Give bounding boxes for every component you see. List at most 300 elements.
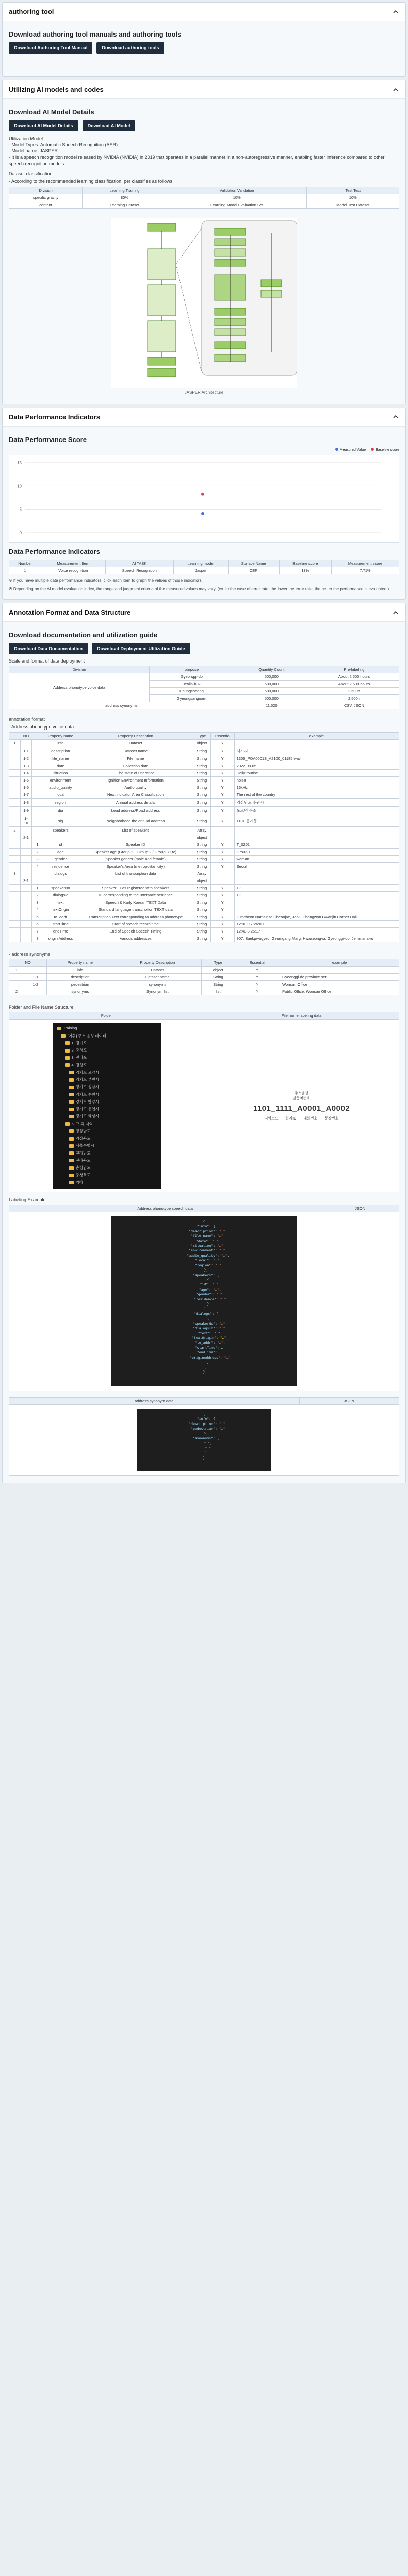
table-cell — [21, 899, 32, 906]
table-cell: Next indicator Area Classification — [78, 791, 193, 799]
table-cell: Gyeonggi-do — [150, 673, 234, 681]
table-row — [9, 892, 399, 899]
table-cell: synonyms — [113, 981, 202, 988]
table-cell: 500,000 — [234, 695, 309, 702]
table-cell: String — [202, 981, 235, 988]
table-cell: info — [47, 967, 113, 974]
table-cell: woman — [234, 856, 399, 863]
table-cell: About 2,500 hours — [309, 673, 399, 681]
table-cell: Seoul — [234, 863, 399, 870]
table-cell: speakers — [43, 827, 78, 834]
ai-models-panel — [2, 80, 406, 404]
performance-panel — [2, 408, 406, 600]
table-cell: Group 1 — [234, 849, 399, 856]
table-cell: 4 — [32, 863, 43, 870]
annotation-header[interactable] — [3, 603, 405, 622]
table-cell: Collection date — [78, 762, 193, 770]
filename-part: 대화번호 — [303, 1116, 318, 1121]
labeling-table — [9, 1205, 399, 1391]
table-cell: 10% — [307, 194, 399, 201]
table-cell: Public Office, Wonsan Office — [280, 988, 399, 995]
authoring-tool-header[interactable] — [3, 3, 405, 21]
score-heading: Data Performance Score — [9, 435, 87, 444]
table-cell — [78, 834, 193, 841]
download-guide-button[interactable]: Download Deployment Utilization Guide — [92, 643, 190, 654]
table-header: Property name — [47, 959, 113, 967]
table-cell: 1101 동계동 — [234, 815, 399, 827]
synonym-labeling-table — [9, 1397, 399, 1476]
tree-item[interactable] — [57, 1128, 157, 1135]
table-header: Measurement score — [331, 560, 399, 567]
tree-item[interactable] — [57, 1179, 157, 1187]
table-header: address synonym data — [9, 1397, 300, 1404]
download-documentation-button[interactable]: Download Data Documentation — [9, 643, 88, 654]
folder-icon — [69, 1159, 74, 1162]
table-cell — [43, 834, 78, 841]
tree-label: Training — [63, 1026, 77, 1031]
table-cell: Gyeongsangnam — [150, 695, 234, 702]
table-cell: 2 — [9, 827, 21, 834]
table-cell — [9, 777, 21, 784]
table-cell: 1-9 — [21, 807, 32, 815]
table-cell: object — [193, 740, 210, 747]
tree-item[interactable] — [57, 1040, 157, 1047]
table-header: Division — [9, 187, 83, 194]
tree-label: 기타 — [75, 1180, 83, 1185]
folder-icon — [69, 1093, 74, 1096]
tree-item[interactable] — [57, 1062, 157, 1069]
folder-icon — [65, 1049, 70, 1053]
table-cell: Y — [235, 981, 280, 988]
folder-icon — [65, 1041, 70, 1045]
table-cell: Speech Recognition — [105, 567, 173, 574]
table-cell: Y — [235, 967, 280, 974]
format-label: annotation format — [9, 717, 45, 722]
table-row — [9, 755, 399, 762]
table-cell: String — [193, 815, 210, 827]
filename-top: 주소음성 말뭉치번호 — [292, 1091, 311, 1100]
tree-item[interactable] — [57, 1025, 157, 1032]
chevron-up-icon[interactable] — [392, 8, 399, 15]
table-cell: String — [193, 762, 210, 770]
table-row — [9, 885, 399, 892]
folder-icon — [69, 1086, 74, 1089]
table-row — [9, 194, 399, 201]
table-cell — [32, 834, 43, 841]
table-cell — [9, 849, 21, 856]
table-header: File name labeling data — [204, 1012, 399, 1020]
tree-label: 전라북도 — [75, 1158, 91, 1163]
table-header: purpose — [150, 666, 234, 673]
tree-item[interactable] — [57, 1135, 157, 1142]
table-cell: 7 — [32, 928, 43, 935]
table-cell: 3 — [9, 870, 21, 877]
table-cell — [234, 906, 399, 913]
tree-item[interactable] — [57, 1032, 157, 1040]
table-cell — [9, 899, 21, 906]
table-row — [9, 906, 399, 913]
table-cell: 3 — [32, 856, 43, 863]
tree-label: 충청남도 — [75, 1165, 91, 1171]
tree-label: 경기도 고양시 — [75, 1070, 100, 1075]
table-cell: 1306_POA0001S_A2100_01185.wav — [234, 755, 399, 762]
table-cell — [32, 747, 43, 755]
table-cell: 500,000 — [234, 673, 309, 681]
tree-item[interactable] — [57, 1172, 157, 1179]
table-header: Measurement Item — [41, 560, 105, 567]
y-tick-label: 5 — [19, 507, 22, 512]
table-header: NO — [9, 959, 47, 967]
table-row — [9, 899, 399, 906]
table-cell: Y — [210, 935, 234, 942]
table-cell — [9, 815, 21, 827]
folder-icon — [65, 1063, 70, 1067]
table-cell — [9, 892, 21, 899]
table-cell: String — [193, 791, 210, 799]
table-cell: Learning Model Evaluation Set — [167, 201, 307, 208]
y-tick-label: 15 — [17, 460, 22, 465]
folder-icon — [69, 1108, 74, 1111]
table-cell — [32, 791, 43, 799]
table-row — [9, 777, 399, 784]
table-row — [9, 815, 399, 827]
tree-label: 4. 경상도 — [71, 1062, 87, 1067]
table-cell: 1-1 — [21, 747, 32, 755]
table-header: Pre-labeling — [309, 666, 399, 673]
table-cell — [21, 921, 32, 928]
table-cell: object — [202, 967, 235, 974]
table-cell — [32, 827, 43, 834]
tree-item[interactable] — [57, 1121, 157, 1128]
table-cell — [32, 777, 43, 784]
table-cell: 500,000 — [234, 688, 309, 695]
annotation-heading: Download documentation and utilization guide — [9, 631, 158, 639]
dataset-note: Dataset classification — [9, 171, 53, 176]
table-cell: Y — [210, 921, 234, 928]
table-cell: description — [43, 747, 78, 755]
table-cell: list — [202, 988, 235, 995]
table-cell: 1-8 — [21, 799, 32, 807]
table-cell: Y — [210, 777, 234, 784]
table-cell: file_name — [43, 755, 78, 762]
table-cell: 2-1 — [21, 834, 32, 841]
tree-item[interactable] — [57, 1098, 157, 1106]
table-cell — [9, 834, 21, 841]
folder-label: Folder and File Name Structure — [9, 1005, 74, 1010]
table-cell: 1-7 — [21, 791, 32, 799]
table-cell: origin Address — [43, 935, 78, 942]
table-cell: date — [43, 762, 78, 770]
table-cell: to_addr — [43, 913, 78, 921]
table-cell: pedestrian — [47, 981, 113, 988]
table-row — [9, 856, 399, 863]
table-header: Number — [9, 560, 41, 567]
table-cell — [9, 791, 21, 799]
folder-icon — [61, 1034, 66, 1038]
table-cell: specific gravity — [9, 194, 83, 201]
table-cell — [21, 849, 32, 856]
download-manual-button[interactable]: Download Authoring Tool Manual — [9, 42, 92, 54]
tree-item[interactable] — [57, 1142, 157, 1149]
table-cell: 500,000 — [234, 681, 309, 688]
table-cell: object — [193, 877, 210, 885]
table-cell: 1-5 — [21, 777, 32, 784]
performance-header[interactable] — [3, 408, 405, 427]
table-cell: String — [193, 755, 210, 762]
table-cell: content — [9, 201, 83, 208]
scale-table — [9, 666, 399, 709]
tree-item[interactable] — [57, 1106, 157, 1113]
table-cell: 1 — [9, 740, 21, 747]
folder-tree — [53, 1023, 161, 1189]
table-row — [9, 799, 399, 807]
table-header: example — [280, 959, 399, 967]
table-cell — [21, 928, 32, 935]
table-cell: Y — [235, 988, 280, 995]
folder-icon — [65, 1122, 70, 1126]
table-cell: Standard language transcription TEXT data — [78, 906, 193, 913]
tree-item[interactable] — [57, 1113, 157, 1120]
table-row — [9, 784, 399, 791]
table-cell — [21, 856, 32, 863]
table-cell: 2 — [32, 892, 43, 899]
tree-label: 경상남도 — [75, 1128, 91, 1133]
table-cell — [9, 807, 21, 815]
table-cell: dialogs — [43, 870, 78, 877]
table-cell: Speech & Karly Korean TEXT Data — [78, 899, 193, 906]
table-header: Surface Name — [228, 560, 279, 567]
table-cell — [234, 827, 399, 834]
table-cell: Y — [210, 807, 234, 815]
table-cell — [32, 815, 43, 827]
table-row — [9, 928, 399, 935]
table-cell: address synonyms — [9, 702, 234, 709]
authoring-heading: Download authoring tool manuals and authoring tools — [9, 30, 182, 38]
table-header: Essential — [210, 733, 234, 740]
table-cell: String — [193, 928, 210, 935]
tree-item[interactable] — [57, 1069, 157, 1076]
table-cell: String — [193, 935, 210, 942]
table-cell: 12:00:0 7:26:00 — [234, 921, 399, 928]
table-cell: 2 — [32, 849, 43, 856]
table-header: Test Test — [307, 187, 399, 194]
legend-item[interactable] — [335, 448, 366, 452]
table-header: JSON — [299, 1397, 399, 1404]
labeling-example-cell — [9, 1212, 399, 1391]
table-cell: 13% — [279, 567, 331, 574]
table-cell: Y — [210, 863, 234, 870]
table-cell — [21, 906, 32, 913]
table-cell: Speaker ID as registered with speakers — [78, 885, 193, 892]
table-cell: textOrigin — [43, 906, 78, 913]
tree-item[interactable] — [57, 1083, 157, 1091]
table-cell — [32, 877, 43, 885]
table-cell: Y — [210, 906, 234, 913]
download-model-button[interactable]: Download AI Model — [83, 120, 136, 131]
table-row — [9, 935, 399, 942]
table-row — [9, 702, 399, 709]
table-cell — [9, 913, 21, 921]
folder-icon — [69, 1100, 74, 1104]
table-cell: 7.71% — [331, 567, 399, 574]
labeling-label: Labeling Example — [9, 1197, 46, 1202]
table-cell: Y — [210, 849, 234, 856]
table-header: Property Description — [113, 959, 202, 967]
table-cell — [32, 870, 43, 877]
tree-label: 경기도 수원시 — [75, 1092, 100, 1097]
table-cell: Dataset — [113, 967, 202, 974]
json-example-synonym: { "info": { "description": "…", "pedestrian": "…" }, "synonyms": [ "…", "…" ] } — [137, 1409, 271, 1471]
tree-item[interactable] — [57, 1164, 157, 1172]
table-cell: String — [193, 777, 210, 784]
chevron-up-icon[interactable] — [392, 413, 399, 420]
scale-label: Scale and format of data deployment — [9, 658, 85, 664]
table-row — [9, 762, 399, 770]
table-cell: region — [43, 799, 78, 807]
table-cell: speakerNo — [43, 885, 78, 892]
tree-item[interactable] — [57, 1150, 157, 1157]
table-cell — [234, 899, 399, 906]
table-cell: 10% — [167, 194, 307, 201]
table-cell — [280, 967, 399, 974]
table-cell: 5 — [32, 913, 43, 921]
data-point-measured[interactable] — [201, 512, 204, 515]
folder-icon — [69, 1078, 74, 1082]
table-cell: Y — [210, 770, 234, 777]
table-cell: Y — [235, 974, 280, 981]
table-cell: String — [193, 799, 210, 807]
table-cell: List of transcription data — [78, 870, 193, 877]
table-cell: id — [43, 841, 78, 849]
synonym-table — [9, 959, 399, 995]
table-cell: String — [193, 747, 210, 755]
table-cell: 2 — [9, 988, 24, 995]
download-tools-button[interactable]: Download authoring tools — [96, 42, 164, 54]
table-cell — [21, 863, 32, 870]
table-row — [9, 913, 399, 921]
y-tick-label: 0 — [19, 530, 22, 535]
table-cell: String — [193, 921, 210, 928]
table-cell: 4 — [32, 906, 43, 913]
tree-label: 2. 충청도 — [71, 1048, 87, 1053]
folder-icon — [69, 1137, 74, 1141]
data-point-baseline[interactable] — [201, 493, 204, 496]
model-heading: Download AI Model Details — [9, 108, 94, 116]
table-cell: Array — [193, 870, 210, 877]
table-cell: Y — [210, 928, 234, 935]
tree-item[interactable] — [57, 1076, 157, 1083]
format-table — [9, 732, 399, 942]
table-cell: text — [43, 899, 78, 906]
table-cell — [234, 834, 399, 841]
table-cell: Y — [210, 747, 234, 755]
table-cell: String — [193, 784, 210, 791]
table-cell: sig — [43, 815, 78, 827]
table-cell: Y — [210, 791, 234, 799]
table-cell — [9, 863, 21, 870]
table-cell: Dataset — [78, 740, 193, 747]
tree-label: 서울특별시 — [75, 1143, 94, 1148]
legend-label: Baseline score — [376, 448, 399, 452]
table-row[interactable] — [9, 567, 399, 574]
table-cell: String — [193, 906, 210, 913]
filename-part: 지역코드 — [264, 1116, 279, 1121]
table-cell — [210, 877, 234, 885]
ai-models-header[interactable] — [3, 80, 405, 99]
folder-icon — [69, 1181, 74, 1184]
table-cell: Wonsan Office — [280, 981, 399, 988]
table-cell: Y — [210, 899, 234, 906]
table-cell: Synonym list — [113, 988, 202, 995]
section-title: Annotation Format and Data Structure — [9, 608, 131, 617]
chevron-up-icon[interactable] — [392, 609, 399, 616]
table-cell — [21, 913, 32, 921]
dataset-note-2: - According to the recommended learning classification, per classifies as follows — [9, 178, 173, 184]
chevron-up-icon[interactable] — [392, 86, 399, 93]
tree-label: 3. 전라도 — [71, 1055, 87, 1060]
table-cell: 2,500h — [309, 695, 399, 702]
table-cell: 1-1 — [24, 974, 47, 981]
table-row — [9, 967, 399, 974]
chart-legend — [9, 448, 399, 452]
tree-item[interactable] — [57, 1157, 157, 1164]
table-header: Address phonotype speech data — [9, 1205, 321, 1212]
table-cell: 1-2 — [21, 755, 32, 762]
download-model-details-button[interactable]: Download AI Model Details — [9, 120, 78, 131]
table-cell: Gyeonggi-do province set — [280, 974, 399, 981]
table-cell — [210, 834, 234, 841]
folder-icon — [69, 1144, 74, 1148]
table-cell: Dataset name — [78, 747, 193, 755]
table-header: Learning Training — [83, 187, 167, 194]
table-cell: endTime — [43, 928, 78, 935]
folder-icon — [69, 1115, 74, 1118]
table-header: NO — [9, 733, 43, 740]
tree-item[interactable] — [57, 1047, 157, 1054]
table-cell: Dataset name — [113, 974, 202, 981]
indicators-table — [9, 560, 399, 574]
table-cell: Y — [210, 799, 234, 807]
table-cell: CER — [228, 567, 279, 574]
filename-code: 1101_1111_A0001_A0002 — [253, 1104, 350, 1113]
table-cell: Y — [210, 784, 234, 791]
section-title: Data Performance Indicators — [9, 413, 101, 421]
table-cell — [43, 877, 78, 885]
table-cell: Array — [193, 827, 210, 834]
tree-item[interactable] — [57, 1091, 157, 1098]
filename-cell — [204, 1020, 399, 1192]
table-cell: String — [193, 892, 210, 899]
table-cell: 1-1 — [234, 892, 399, 899]
tree-item[interactable] — [57, 1054, 157, 1061]
folder-icon — [69, 1166, 74, 1170]
table-cell: 경상남도 수원시 — [234, 799, 399, 807]
legend-item[interactable] — [371, 448, 399, 452]
architecture-caption: JASPER Architecture — [184, 389, 224, 395]
json-example-speech: { "info": { "description": "…", "file_name": "…", "date": "…", "situation": "…", "environment": "…", "audio_quality": "…", "local": "…", "region": "…" }, "speakers": [ { "id": "…", "age": "…", "gender": "…", "residence": "…" } ], "dialogs": [ { "speakerNo": "…", "dialogsId": "…", "text": "…", "textOrigin": "…", "to_addr": "…", "startTime": …, "endTime": …, "originAddress": "…" } ] } — [111, 1216, 297, 1386]
table-cell: ID corresponding to the utterance sentence — [78, 892, 193, 899]
table-cell — [9, 981, 24, 988]
table-cell: Transcription Text corresponding to address phonotype — [78, 913, 193, 921]
table-cell: 시가지 — [234, 747, 399, 755]
table-cell: synonyms — [47, 988, 113, 995]
table-cell — [32, 740, 43, 747]
table-cell — [210, 827, 234, 834]
tree-label: 6. 그 외 지역 — [71, 1121, 93, 1126]
tree-label: 경기도 용인시 — [75, 1107, 100, 1112]
table-cell: Start of speech record time — [78, 921, 193, 928]
table-cell — [9, 755, 21, 762]
